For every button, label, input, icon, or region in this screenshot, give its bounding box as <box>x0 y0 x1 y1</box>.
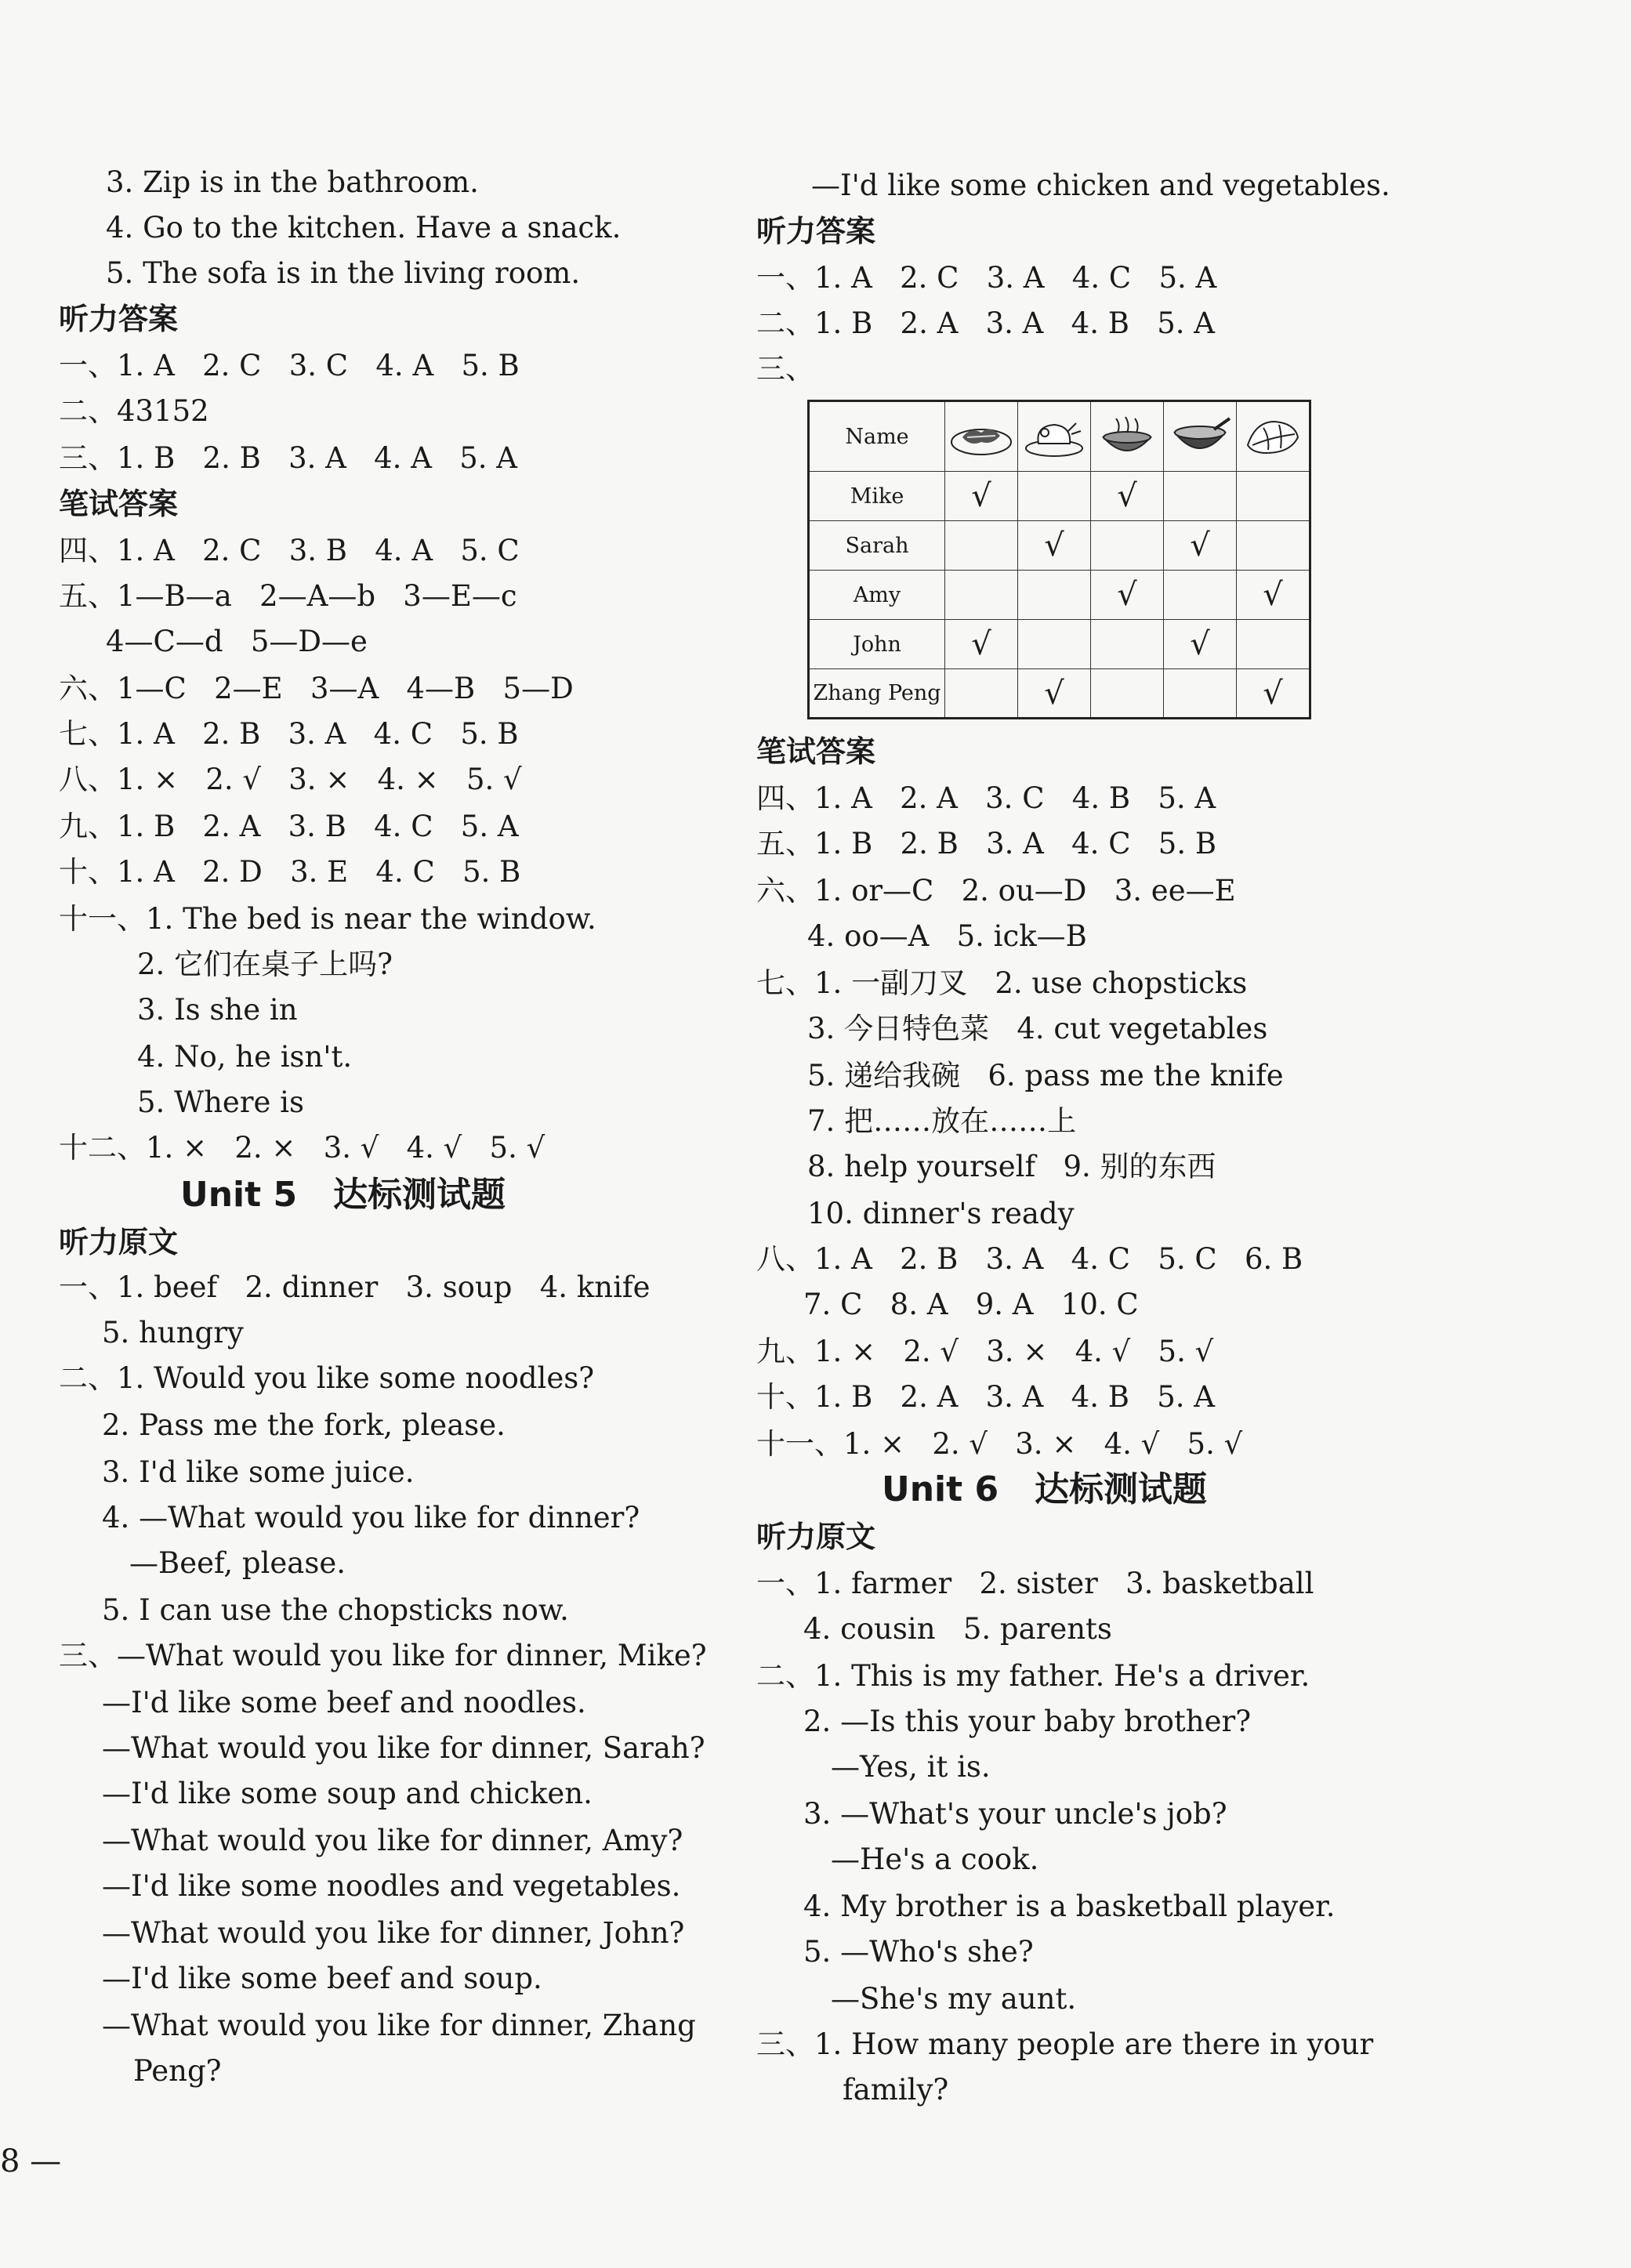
answer-line: 六、1. or—C 2. ou—D 3. ee—E <box>756 874 1236 908</box>
answer-line: 8. help yourself 9. 别的东西 <box>807 1150 1216 1183</box>
section-heading: 听力原文 <box>59 1225 179 1259</box>
answer-line: 4. oo—A 5. ick—B <box>807 919 1087 953</box>
answer-line: 5. Where is <box>137 1085 304 1119</box>
section-heading: 笔试答案 <box>59 487 179 521</box>
unit-title: Unit 5 达标测试题 <box>180 1175 506 1215</box>
answer-line: 三、—What would you like for dinner, Mike? <box>59 1639 707 1672</box>
table-row <box>809 620 1310 669</box>
row-name: Amy <box>809 571 945 620</box>
check-mark <box>1091 669 1164 719</box>
dinner-table <box>807 400 1311 719</box>
answer-line: 二、43152 <box>59 394 209 428</box>
answer-line: —What would you like for dinner, Amy? <box>102 1824 683 1857</box>
check-mark <box>1164 571 1237 620</box>
check-mark <box>945 521 1018 571</box>
beef-icon <box>945 401 1018 472</box>
row-name: Sarah <box>809 521 945 571</box>
answer-line: —I'd like some chicken and vegetables. <box>811 168 1390 202</box>
answer-line: 二、1. This is my father. He's a driver. <box>756 1659 1310 1693</box>
answer-line: 九、1. B 2. A 3. B 4. C 5. A <box>59 810 519 843</box>
page-number: 8 — <box>0 2143 62 2179</box>
name-header: Name <box>809 401 945 472</box>
answer-line: 八、1. A 2. B 3. A 4. C 5. C 6. B <box>756 1242 1303 1276</box>
check-mark: √ <box>1164 620 1237 669</box>
answer-line: —Beef, please. <box>129 1546 346 1580</box>
answer-line: 二、1. Would you like some noodles? <box>59 1361 595 1395</box>
table-row <box>809 521 1310 571</box>
check-mark: √ <box>1018 669 1091 719</box>
check-mark <box>1237 521 1310 571</box>
chicken-icon <box>1018 401 1091 472</box>
answer-line: 5. I can use the chopsticks now. <box>102 1593 569 1627</box>
answer-line: 7. C 8. A 9. A 10. C <box>803 1288 1139 1321</box>
check-mark <box>1018 472 1091 521</box>
unit-title: Unit 6 达标测试题 <box>882 1469 1208 1509</box>
check-mark: √ <box>1091 571 1164 620</box>
answer-line: 10. dinner's ready <box>807 1197 1075 1230</box>
section-heading: 笔试答案 <box>756 734 876 769</box>
check-mark: √ <box>1018 521 1091 571</box>
check-mark <box>1237 472 1310 521</box>
check-mark: √ <box>945 472 1018 521</box>
section-heading: 听力原文 <box>756 1520 876 1554</box>
answer-line: —She's my aunt. <box>831 1982 1077 2016</box>
noodles-icon <box>1091 401 1164 472</box>
answer-line: —Yes, it is. <box>831 1750 991 1784</box>
answer-line: 一、1. beef 2. dinner 3. soup 4. knife <box>59 1270 651 1304</box>
answer-line: 4. Go to the kitchen. Have a snack. <box>106 211 622 245</box>
answer-line: 4. My brother is a basketball player. <box>803 1889 1336 1923</box>
section-heading: 听力答案 <box>59 302 179 336</box>
answer-line: —He's a cook. <box>831 1842 1039 1876</box>
answer-line: —I'd like some noodles and vegetables. <box>102 1869 681 1903</box>
answer-line: 5. The sofa is in the living room. <box>106 256 581 290</box>
answer-line: 九、1. × 2. √ 3. × 4. √ 5. √ <box>756 1335 1214 1368</box>
answer-line: 三、 <box>756 352 814 386</box>
table-row <box>809 571 1310 620</box>
section-heading: 听力答案 <box>756 214 876 248</box>
answer-line: 4. —What would you like for dinner? <box>102 1501 640 1534</box>
answer-line: 5. hungry <box>102 1316 244 1350</box>
answer-line: 5. 递给我碗 6. pass me the knife <box>807 1059 1284 1092</box>
answer-line: 三、1. How many people are there in your <box>756 2027 1374 2061</box>
answer-line: —I'd like some soup and chicken. <box>102 1777 593 1810</box>
check-mark <box>1164 472 1237 521</box>
answer-line: 五、1—B—a 2—A—b 3—E—c <box>59 579 517 613</box>
answer-line: 六、1—C 2—E 3—A 4—B 5—D <box>59 672 574 705</box>
answer-line: 五、1. B 2. B 3. A 4. C 5. B <box>756 827 1217 860</box>
check-mark: √ <box>945 620 1018 669</box>
answer-line: 七、1. 一副刀叉 2. use chopsticks <box>756 966 1248 1000</box>
check-mark <box>1091 620 1164 669</box>
answer-line: 2. —Is this your baby brother? <box>803 1705 1252 1738</box>
answer-line: 4. No, he isn't. <box>137 1040 353 1074</box>
soup-icon <box>1164 401 1237 472</box>
answer-line: 十一、1. × 2. √ 3. × 4. √ 5. √ <box>756 1427 1243 1461</box>
answer-line: 二、1. B 2. A 3. A 4. B 5. A <box>756 306 1215 340</box>
answer-line: 3. —What's your uncle's job? <box>803 1797 1227 1831</box>
answer-line: 四、1. A 2. A 3. C 4. B 5. A <box>756 781 1216 815</box>
answer-line: 3. 今日特色菜 4. cut vegetables <box>807 1012 1268 1045</box>
answer-line: —I'd like some beef and noodles. <box>102 1686 586 1719</box>
answer-line: Peng? <box>133 2054 222 2088</box>
check-mark <box>945 571 1018 620</box>
table-row <box>809 472 1310 521</box>
answer-line: 十、1. B 2. A 3. A 4. B 5. A <box>756 1380 1215 1414</box>
answer-line: 3. Zip is in the bathroom. <box>106 165 479 199</box>
answer-line: 十一、1. The bed is near the window. <box>59 902 596 936</box>
answer-line: 十二、1. × 2. × 3. √ 4. √ 5. √ <box>59 1131 545 1165</box>
answer-line: 一、1. A 2. C 3. A 4. C 5. A <box>756 261 1217 295</box>
check-mark <box>945 669 1018 719</box>
vegetables-icon <box>1237 401 1310 472</box>
check-mark: √ <box>1091 472 1164 521</box>
answer-line: —What would you like for dinner, Sarah? <box>102 1731 705 1765</box>
answer-line: 3. I'd like some juice. <box>102 1455 415 1489</box>
check-mark <box>1091 521 1164 571</box>
row-name: John <box>809 620 945 669</box>
answer-line: 4—C—d 5—D—e <box>106 625 368 658</box>
answer-line: 2. 它们在桌子上吗? <box>137 947 393 981</box>
row-name: Zhang Peng <box>809 669 945 719</box>
answer-line: 一、1. farmer 2. sister 3. basketball <box>756 1567 1314 1600</box>
answer-line: —What would you like for dinner, John? <box>102 1916 685 1950</box>
answer-line: 三、1. B 2. B 3. A 4. A 5. A <box>59 441 517 475</box>
table-header-row <box>809 401 1310 472</box>
answer-line: 四、1. A 2. C 3. B 4. A 5. C <box>59 534 520 567</box>
answer-line: 4. cousin 5. parents <box>803 1612 1112 1646</box>
check-mark: √ <box>1237 571 1310 620</box>
answer-line: 2. Pass me the fork, please. <box>102 1408 506 1442</box>
check-mark <box>1237 620 1310 669</box>
check-mark <box>1018 571 1091 620</box>
answer-line: 一、1. A 2. C 3. C 4. A 5. B <box>59 349 520 382</box>
answer-line: 七、1. A 2. B 3. A 4. C 5. B <box>59 717 519 751</box>
answer-line: family? <box>843 2073 949 2107</box>
answer-line: 7. 把……放在……上 <box>807 1104 1077 1138</box>
answer-line: 5. —Who's she? <box>803 1935 1034 1969</box>
answer-line: 八、1. × 2. √ 3. × 4. × 5. √ <box>59 763 522 796</box>
row-name: Mike <box>809 472 945 521</box>
check-mark <box>1018 620 1091 669</box>
answer-line: —I'd like some beef and soup. <box>102 1962 542 1995</box>
check-mark: √ <box>1237 669 1310 719</box>
answer-line: 十、1. A 2. D 3. E 4. C 5. B <box>59 855 521 889</box>
table-row <box>809 669 1310 719</box>
answer-line: 3. Is she in <box>137 993 298 1027</box>
check-mark <box>1164 669 1237 719</box>
check-mark: √ <box>1164 521 1237 571</box>
answer-line: —What would you like for dinner, Zhang <box>102 2009 696 2042</box>
